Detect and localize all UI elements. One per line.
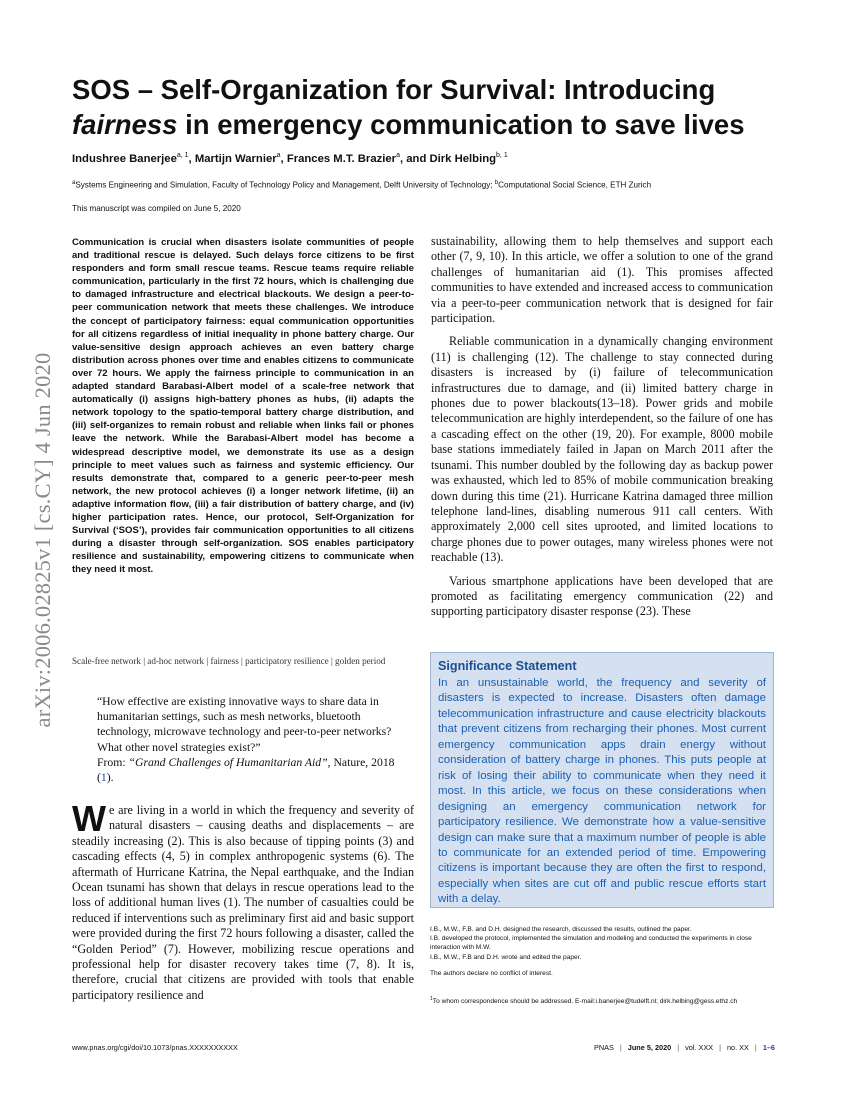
affiliation-b: Computational Social Science, ETH Zurich xyxy=(498,180,652,190)
quote-text: “How effective are existing innovative ways to share data in humanitarian settings, such as mesh networks, bluetooth technology, microwave technology and peer-to-peer networks? What other novel strategies exist?” xyxy=(97,695,392,754)
footer-volume: vol. XXX xyxy=(685,1043,714,1052)
author-name: Martijn Warnier xyxy=(194,152,277,165)
abstract: Communication is crucial when disasters isolate communities of people and traditional rescue is delayed. Such delays force citizens to be first responders and form small rescue teams. Rescue teams require reliable communication, particularly in the first 72 hours, which is challenging due to damaged infrastructure and electrical blackouts. We design a peer-to-peer communication network that meets these challenges. We introduce the concept of participatory fairness: equal communication opportunities for all citizens regardless of initial inequality in phone battery charge. Our value-sensitive design approach achieves an even battery charge distribution across phones over time and enables citizens to communicate over 72 hours. We apply the fairness principle to communication in an adapted standard Barabasi-Albert model of a scale-free network that automatically (i) assigns high-battery phones as hubs, (ii) adapts the network topology to the spatio-temporal battery charge distribution, and (iii) self-organizes to remain robust and reliable when links fail or phones leave the network. While the Barabasi-Albert model has become a widespread descriptive model, we demonstrate its use as a design principle to meet values such as fairness and systemic efficiency. Our results demonstrate that, compared to a generic peer-to-peer mesh network, the new protocol achieves (i) a longer network lifetime, (ii) an adaptive information flow, (iii) a fair distribution of battery charge, and (iv) higher participation rates. Hence, our protocol, Self-Organization for Survival (‘SOS’), provides fair communication opportunities to all citizens during a disaster through self-organization. SOS enables participatory resilience and sustainability, empowering citizens to communicate when they need it most. xyxy=(72,237,414,576)
arxiv-identifier-stamp: arXiv:2006.02825v1 [cs.CY] 4 Jun 2020 xyxy=(30,352,55,728)
footer-journal-info: PNAS | June 5, 2020 | vol. XXX | no. XX | 1–6 xyxy=(594,1043,775,1052)
drop-cap: W xyxy=(72,798,106,839)
author-affiliation-marker: a xyxy=(276,152,281,159)
author-affiliation-marker: a xyxy=(396,152,400,159)
author-name: Indushree Banerjee xyxy=(72,152,177,165)
body-paragraph: Various smartphone applications have been developed that are promoted as facilitating emergency communication (22) and supporting participatory disaster response (23). These xyxy=(431,573,773,619)
footer-journal: PNAS xyxy=(594,1043,614,1052)
quote-source-title: “Grand Challenges of Humanitarian Aid” xyxy=(128,755,328,769)
affiliation-a: Systems Engineering and Simulation, Faculty of Technology Policy and Management, Delft University of Technology; xyxy=(75,180,495,190)
significance-statement-box xyxy=(430,652,774,908)
contribution-line: I.B., M.W., F.B. and D.H. designed the research, discussed the results, outlined the paper. xyxy=(430,926,692,933)
introduction-paragraph xyxy=(72,798,414,1003)
intro-text: e are living in a world in which the frequency and severity of natural disasters – causing deaths and displacements – are steadily increasing (2). This is also because of tipping points (3) and cascading effects (4, 5) in complex anthropogenic systems (6). The aftermath of Hurricane Katrina, the Nepal earthquake, and the Indian Ocean tsunami has shown that delays in rescue operations lead to the loss of additional human lives (1). The number of casualties could be reduced if interventions such as preliminary first aid and basic support were provided during the first 72 hours following a disaster, called the “Golden Period” (7). However, mobilizing rescue operations and professional help for disaster recovery takes time (7, 8). It is, therefore, crucial that citizens are provided with tools that enable participatory resilience and xyxy=(72,803,414,1002)
title-line-1: SOS – Self-Organization for Survival: Introducing xyxy=(72,74,716,105)
significance-text: In an unsustainable world, the frequency and severity of disasters is expected to increase. Disasters often damage telecommunication infrastructure and cause electricity blackouts that prevent citizens from recharging their phones. Most current emergency communication apps drain energy without consideration of battery charge in phones. This puts people at risk of losing their ability to communicate when they need it most. In this article, we focus on these considerations when designing an emergency communication network for participatory resilience. We demonstrate how a value-sensitive design can make sure that a maximum number of people is able to communicate for an extended period of time. Empowering citizens is important because they are often the first to respond, especially when sites are cut off and public rescue efforts start with a delay. xyxy=(438,677,766,906)
citation-link[interactable]: 1 xyxy=(100,771,107,785)
author-name: Dirk Helbing xyxy=(429,152,497,165)
significance-title: Significance Statement xyxy=(438,659,577,673)
compiled-date-note: This manuscript was compiled on June 5, 2020 xyxy=(72,204,241,213)
footer-number: no. XX xyxy=(727,1043,749,1052)
correspondence-text: To whom correspondence should be addressed. E-mail:i.banerjee@tudelft.nl; dirk.helbing@gess.ethz.ch xyxy=(432,998,738,1006)
contribution-line: I.B., M.W., F.B and D.H. wrote and edited the paper. xyxy=(430,953,582,961)
title-line-2: in emergency communication to save lives xyxy=(177,109,745,140)
footer-date: June 5, 2020 xyxy=(627,1043,672,1052)
author-name: Frances M.T. Brazier xyxy=(286,152,397,165)
author-list: Indushree Banerjee$^{a, 1}$, Martijn Warnier$^a$, Frances M.T. Brazier$^a$, and Dirk Helbing$^{b, 1}$ xyxy=(72,152,508,165)
contribution-line: I.B. developed the protocol, implemented the simulation and modeling and conducted the experiments in close interaction with M.W. xyxy=(430,935,752,952)
affiliations: $^a$Systems Engineering and Simulation, Faculty of Technology Policy and Management, Delft University of Technology; $^b$Computational Social Science, ETH Zurich xyxy=(72,180,652,190)
epigraph-quote: “How effective are existing innovative ways to share data in humanitarian settings, such as mesh networks, bluetooth technology, microwave technology and peer-to-peer networks? What other novel strategies exist?” From: “Grand Challenges of Humanitarian Aid”, Nature, 2018 (1). xyxy=(97,695,395,785)
body-paragraph: sustainability, allowing them to help themselves and support each other (7, 9, 10). In this article, we offer a solution to one of the grand challenges of humanitarian aid (1). This promises affected communities to have extended and increased access to communication via a peer-to-peer communication network that is designed for fair participation. xyxy=(431,234,773,326)
author-affiliation-marker: b, 1 xyxy=(496,152,508,159)
right-column-body xyxy=(431,234,773,628)
footer-pages: 1–6 xyxy=(762,1043,775,1052)
footer-doi-link[interactable]: www.pnas.org/cgi/doi/10.1073/pnas.XXXXXXXXXX xyxy=(72,1043,238,1052)
correspondence-note: $^1$To whom correspondence should be addressed. E-mail:i.banerjee@tudelft.nl; dirk.helbing@gess.ethz.ch xyxy=(430,996,738,1006)
conflict-of-interest-statement: The authors declare no conflict of interest. xyxy=(430,970,553,977)
author-contributions xyxy=(430,925,774,962)
keywords: Scale-free network | ad-hoc network | fairness | participatory resilience | golden period xyxy=(72,656,386,666)
body-paragraph: Reliable communication in a dynamically changing environment (11) is challenging (12). The challenge to stay connected during disasters is increased by (i) failure of telecommunication infrastructures due to damage, and (ii) limited battery charge in phones due to power blackouts(13–18). Power grids and mobile telecommunication are highly interdependent, so the failure of one has a cascading effect on the other (19, 20). For example, 8000 mobile base stations immediately failed in Japan on March 2011 after the tsunami. This number doubled by the following day as backup power was exhausted, which led to 85% of mobile communication breaking down during this time (21). Hurricane Katrina damaged three million telephone land-lines, disabling numerous 911 call centers. With approximately 2,000 cell sites uprooted, and limited locations to charge phones due to power outages, many wireless phones were not reachable (13). xyxy=(431,334,773,565)
author-affiliation-marker: a, 1 xyxy=(176,152,189,159)
paper-title xyxy=(72,72,792,142)
title-emphasis: fairness xyxy=(72,109,178,140)
